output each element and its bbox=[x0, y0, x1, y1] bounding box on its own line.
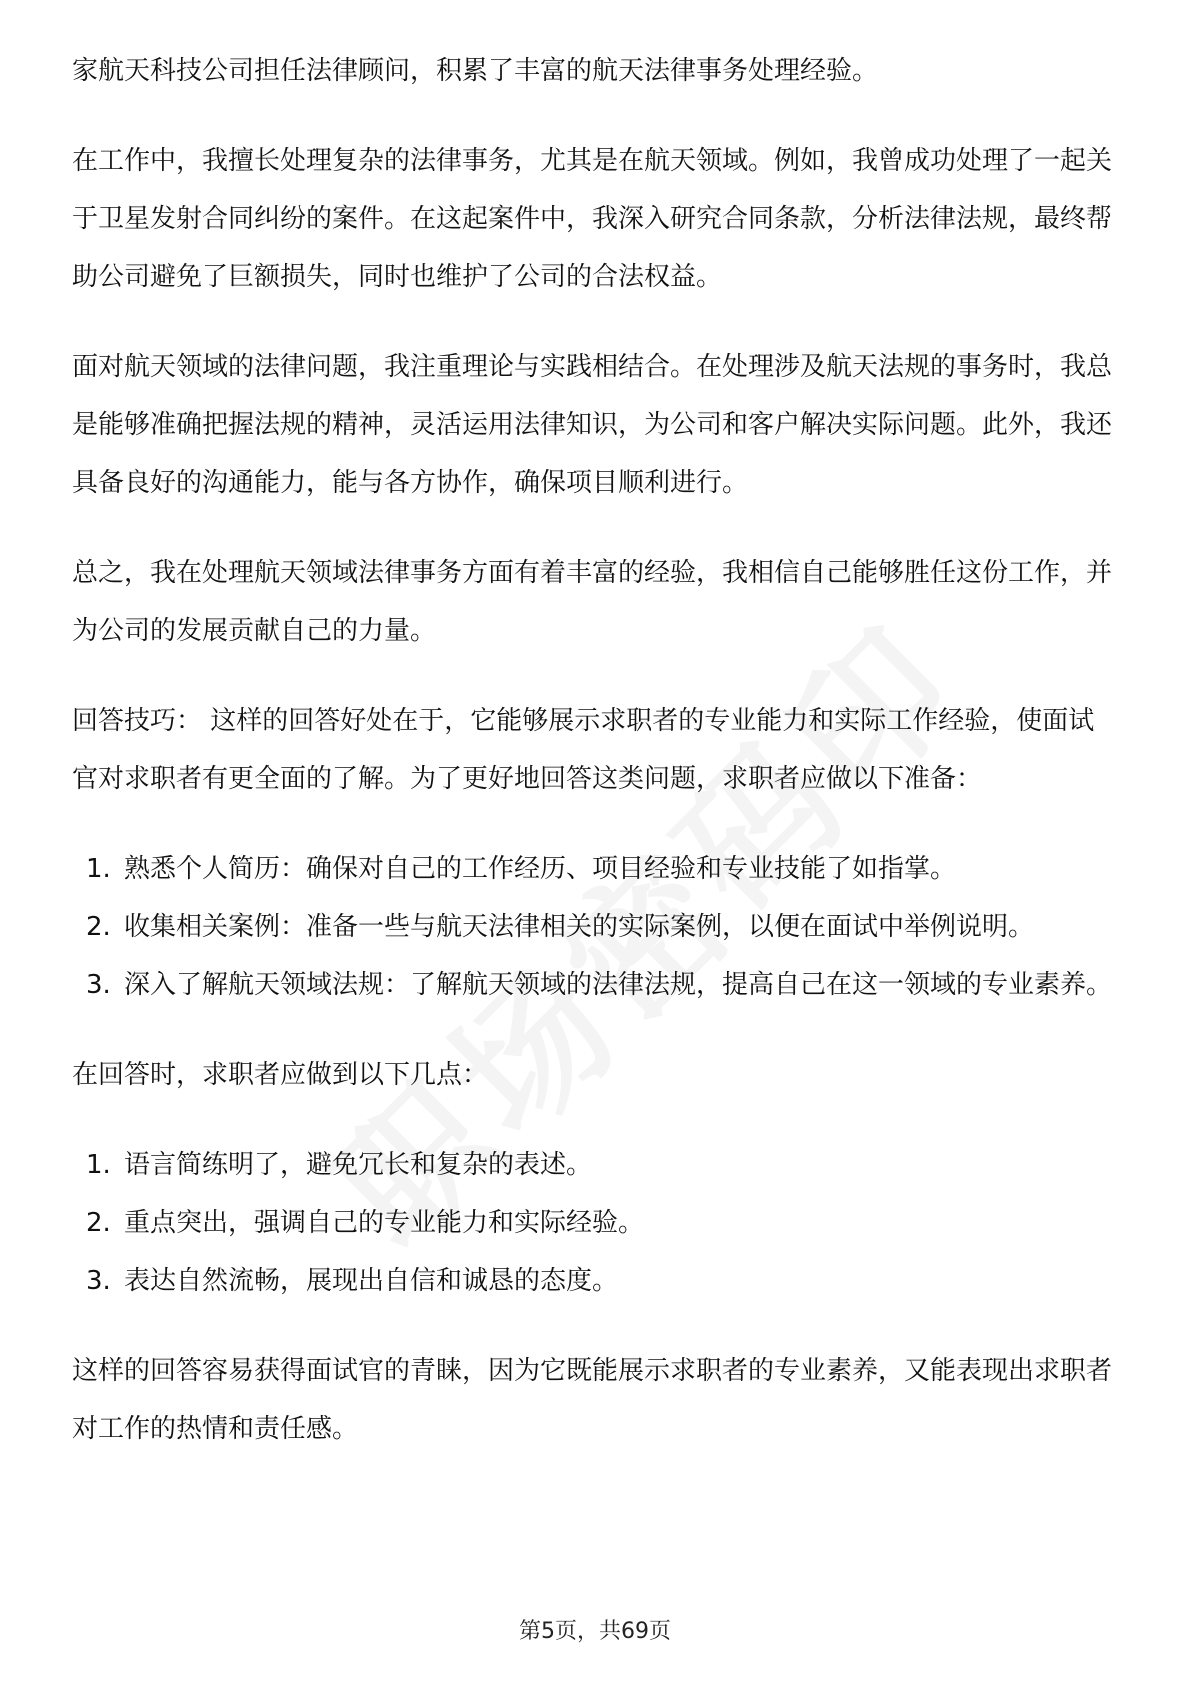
paragraph-1: 家航天科技公司担任法律顾问，积累了丰富的航天法律事务处理经验。 bbox=[72, 56, 879, 86]
list-item-text: 语言简练明了，避免冗长和复杂的表述。 bbox=[124, 1150, 593, 1180]
list-number: 2. bbox=[86, 1208, 111, 1238]
page-footer: 第5页，共69页 bbox=[519, 1619, 671, 1644]
preparation-list bbox=[72, 840, 1120, 1014]
list-item bbox=[72, 898, 1120, 956]
paragraph-3: 面对航天领域的法律问题，我注重理论与实践相结合。在处理涉及航天法规的事务时，我总是能够准确把握法规的精神，灵活运用法律知识，为公司和客户解决实际问题。此外，我还具备良好的沟通能力，能与各方协作，确保项目顺利进行。 bbox=[72, 352, 1113, 498]
list-item bbox=[72, 1252, 1120, 1310]
list-item bbox=[72, 840, 1120, 898]
list-item-text: 收集相关案例：准备一些与航天法律相关的实际案例，以便在面试中举例说明。 bbox=[124, 912, 1035, 942]
list-number: 3. bbox=[86, 1266, 111, 1296]
document-body bbox=[72, 42, 1120, 1458]
list-number: 1. bbox=[86, 1150, 111, 1180]
list-item bbox=[72, 1194, 1120, 1252]
paragraph-answer-tips: 回答技巧： 这样的回答好处在于，它能够展示求职者的专业能力和实际工作经验，使面试官对求职者有更全面的了解。为了更好地回答这类问题，求职者应做以下准备： bbox=[72, 706, 1095, 794]
list-item bbox=[72, 956, 1120, 1014]
paragraph-7: 这样的回答容易获得面试官的青睐，因为它既能展示求职者的专业素养，又能表现出求职者对工作的热情和责任感。 bbox=[72, 1356, 1113, 1444]
points-list bbox=[72, 1136, 1120, 1310]
list-number: 2. bbox=[86, 912, 111, 942]
list-item-text: 熟悉个人简历：确保对自己的工作经历、项目经验和专业技能了如指掌。 bbox=[124, 854, 957, 884]
paragraph-4: 总之，我在处理航天领域法律事务方面有着丰富的经验，我相信自己能够胜任这份工作，并为公司的发展贡献自己的力量。 bbox=[72, 558, 1113, 646]
paragraph-6: 在回答时，求职者应做到以下几点： bbox=[72, 1060, 489, 1090]
list-item-text: 表达自然流畅，展现出自信和诚恳的态度。 bbox=[124, 1266, 619, 1296]
list-number: 1. bbox=[86, 854, 111, 884]
list-number: 3. bbox=[86, 970, 111, 1000]
list-item bbox=[72, 1136, 1120, 1194]
list-item-text: 深入了解航天领域法规：了解航天领域的法律法规，提高自己在这一领域的专业素养。 bbox=[124, 970, 1113, 1000]
paragraph-2: 在工作中，我擅长处理复杂的法律事务，尤其是在航天领域。例如，我曾成功处理了一起关于卫星发射合同纠纷的案件。在这起案件中，我深入研究合同条款，分析法律法规，最终帮助公司避免了巨额损失，同时也维护了公司的合法权益。 bbox=[72, 146, 1113, 292]
list-item-text: 重点突出，强调自己的专业能力和实际经验。 bbox=[124, 1208, 645, 1238]
